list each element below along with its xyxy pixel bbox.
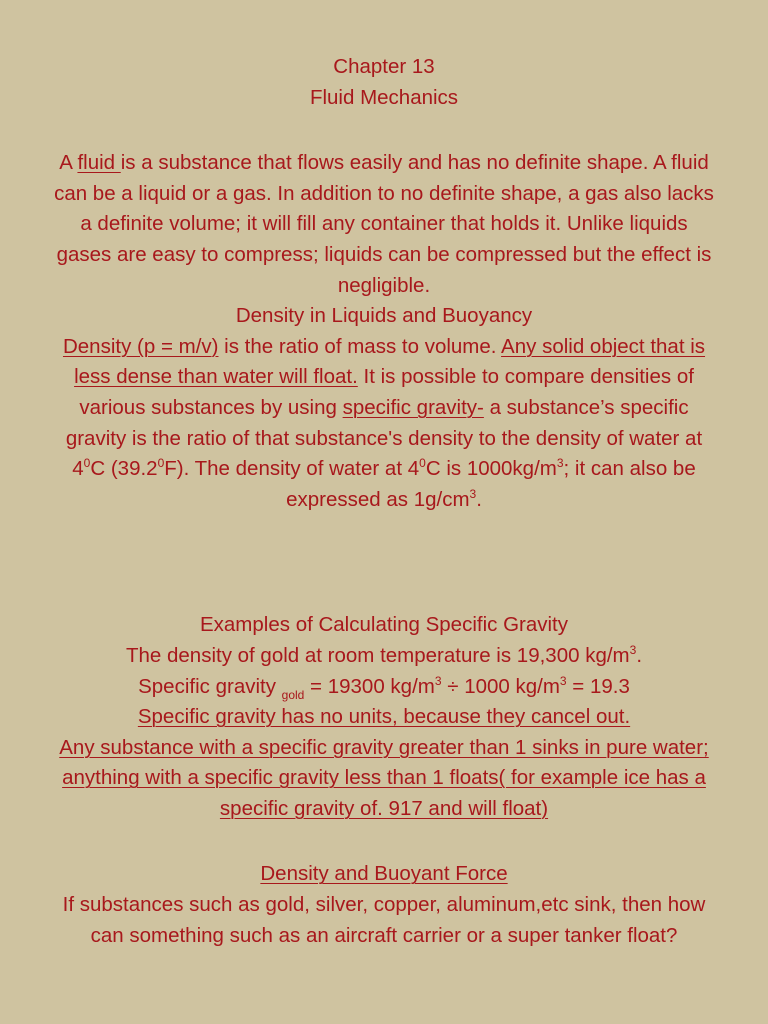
text: is a substance that flows easily and has no definite shape. A fluid <box>120 151 709 175</box>
spacer <box>0 113 768 148</box>
text: = 19300 kg/m <box>304 674 435 698</box>
underlined-text: Any solid object that is <box>501 334 706 358</box>
intro-line: gases are easy to compress; liquids can be compressed but the effect is <box>56 242 712 266</box>
text: Specific gravity <box>138 674 282 698</box>
specific-gravity-calc <box>0 672 768 703</box>
underlined-text: less dense than water will float. <box>74 365 358 389</box>
specific-gravity-term: specific gravity- <box>342 395 484 419</box>
superscript: 0 <box>83 456 91 471</box>
text: expressed as 1g/cm <box>286 487 470 511</box>
text: a substance’s specific <box>483 395 689 419</box>
intro-line: a definite volume; it will fill any container that holds it. Unlike liquids <box>80 212 688 236</box>
buoyant-line: can something such as an aircraft carrier or a super tanker float? <box>90 923 678 947</box>
text: ; it can also be <box>563 457 696 481</box>
density-line <box>0 332 768 363</box>
superscript: 3 <box>469 486 477 501</box>
density-paragraph <box>0 332 768 516</box>
chapter-number: Chapter 13 <box>333 55 435 78</box>
text: . <box>476 487 482 511</box>
superscript: 0 <box>157 456 165 471</box>
no-units-note: Specific gravity has no units, because they cancel out. <box>137 705 631 729</box>
text: The density of gold at room temperature is 19,300 kg/m <box>125 643 630 667</box>
text: A <box>59 151 78 175</box>
text: C (39.2 <box>90 457 158 481</box>
text: . <box>636 643 643 667</box>
buoyant-line: If substances such as gold, silver, copper, aluminum,etc sink, then how <box>62 893 706 917</box>
density-line <box>0 454 768 485</box>
fluid-term: fluid <box>77 151 121 175</box>
density-formula: Density (p = m/v) <box>62 334 219 358</box>
text: 4 <box>72 457 84 481</box>
subscript: gold <box>281 687 305 702</box>
superscript: 3 <box>559 673 567 688</box>
sink-float-rule: Any substance with a specific gravity greater than 1 sinks in pure water; <box>59 735 709 759</box>
text: = 19.3 <box>566 674 630 698</box>
chapter-title: Fluid Mechanics <box>309 85 459 109</box>
text: is the ratio of mass to volume. <box>218 334 502 358</box>
text: It is possible to compare densities of <box>357 365 694 389</box>
superscript: 3 <box>556 456 564 471</box>
intro-line <box>0 148 768 179</box>
document-page <box>0 52 768 951</box>
text: ÷ 1000 kg/m <box>441 674 560 698</box>
superscript: 0 <box>419 456 426 471</box>
superscript: 3 <box>434 673 442 688</box>
text: C is 1000kg/m <box>425 457 557 481</box>
examples-heading: Examples of Calculating Specific Gravity <box>199 613 568 637</box>
sink-float-rule: anything with a specific gravity less than 1 floats( for example ice has a <box>62 766 706 790</box>
density-line <box>0 485 768 516</box>
density-line <box>0 393 768 424</box>
superscript: 3 <box>629 642 637 657</box>
intro-line: negligible. <box>337 273 431 297</box>
text: F). The density of water at 4 <box>164 457 420 481</box>
sink-float-rule: specific gravity of. 917 and will float) <box>219 796 549 820</box>
intro-paragraph <box>0 148 768 301</box>
spacer <box>0 824 768 859</box>
text: various substances by using <box>79 395 343 419</box>
buoyant-heading: Density and Buoyant Force <box>260 862 508 886</box>
density-line <box>0 362 768 393</box>
intro-line: can be a liquid or a gas. In addition to no definite shape, a gas also lacks <box>54 181 714 205</box>
density-heading: Density in Liquids and Buoyancy <box>235 304 533 328</box>
gold-density-line <box>0 641 768 672</box>
spacer <box>0 515 768 610</box>
density-line: gravity is the ratio of that substance's density to the density of water at <box>65 426 703 450</box>
